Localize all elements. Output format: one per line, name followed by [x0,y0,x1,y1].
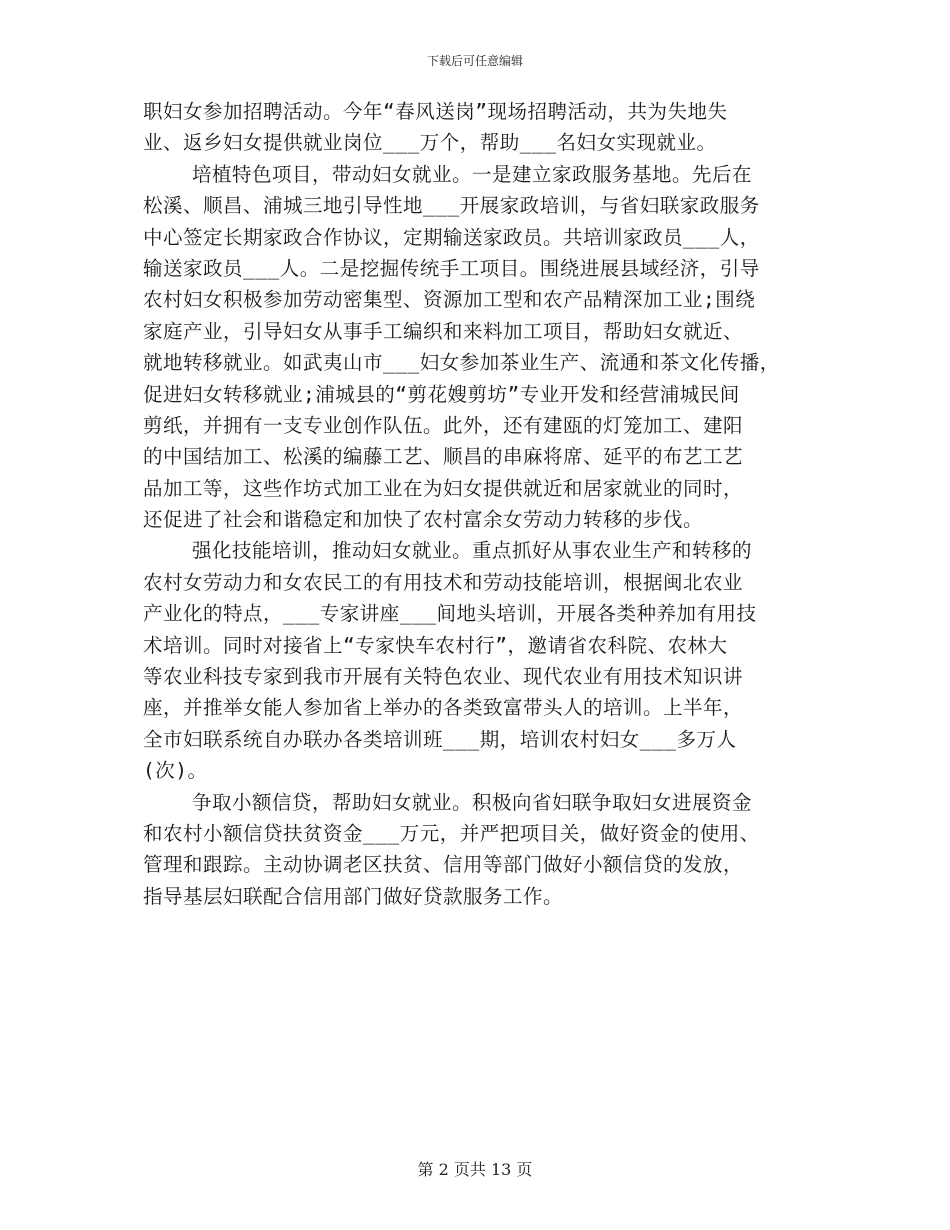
text-line: (次)。 [143,759,208,783]
text-line: 管理和跟踪。主动协调老区扶贫、信用等部门做好小额信贷的发放， [143,853,744,877]
text-line: 等农业科技专家到我市开展有关特色农业、现代农业有用技术知识讲 [143,665,744,689]
text-line: 强化技能培训，推动妇女就业。重点抓好从事农业生产和转移的 [143,539,752,563]
text-line: 中心签定长期家政合作协议，定期输送家政员。共培训家政员___人， [143,225,760,249]
text-line: 术培训。同时对接省上“专家快车农村行”，邀请省农科院、农林大 [143,633,728,657]
text-line: 全市妇联系统自办联办各类培训班___期，培训农村妇女___多万人 [143,727,737,751]
text-line: 就地转移就业。如武夷山市___妇女参加茶业生产、流通和茶文化传播， [143,351,780,375]
text-line: 松溪、顺昌、浦城三地引导性地___开展家政培训，与省妇联家政服务 [143,194,760,218]
text-line: 家庭产业，引导妇女从事手工编织和来料加工项目，帮助妇女就近、 [143,319,744,343]
text-line: 农村女劳动力和女农民工的有用技术和劳动技能培训，根据闽北农业 [143,570,744,594]
document-body [143,96,823,912]
text-line: 和农村小额信贷扶贫资金___万元，并严把项目关，做好资金的使用、 [143,821,760,845]
page-number: 第 2 页共 13 页 [417,1160,533,1179]
text-line: 农村妇女积极参加劳动密集型、资源加工型和农产品精深加工业;围绕 [143,288,756,312]
text-line: 培植特色项目，带动妇女就业。一是建立家政服务基地。先后在 [143,162,752,186]
text-line: 产业化的特点，___专家讲座___间地头培训，开展各类种养加有用技 [143,602,757,626]
text-line: 座，并推举女能人参加省上举办的各类致富带头人的培训。上半年， [143,696,744,720]
text-line: 剪纸，并拥有一支专业创作队伍。此外，还有建瓯的灯笼加工、建阳 [143,413,744,437]
text-line: 促进妇女转移就业;浦城县的“剪花嫂剪坊”专业开发和经营浦城民间 [143,382,740,406]
text-line: 还促进了社会和谐稳定和加快了农村富余女劳动力转移的步伐。 [143,508,704,532]
text-line: 业、返乡妇女提供就业岗位___万个，帮助___名妇女实现就业。 [143,131,717,155]
page-header: 下载后可任意编辑 [426,54,523,68]
text-line: 的中国结加工、松溪的编藤工艺、顺昌的串麻将席、延平的布艺工艺 [143,445,744,469]
text-line: 品加工等，这些作坊式加工业在为妇女提供就近和居家就业的同时， [143,476,744,500]
text-line: 职妇女参加招聘活动。今年“春风送岗”现场招聘活动，共为失地失 [143,100,728,123]
text-line: 输送家政员___人。二是挖掘传统手工项目。围绕进展县域经济，引导 [143,256,760,280]
text-line: 指导基层妇联配合信用部门做好贷款服务工作。 [143,884,564,908]
text-line: 争取小额信贷，帮助妇女就业。积极向省妇联争取妇女进展资金 [143,790,752,814]
